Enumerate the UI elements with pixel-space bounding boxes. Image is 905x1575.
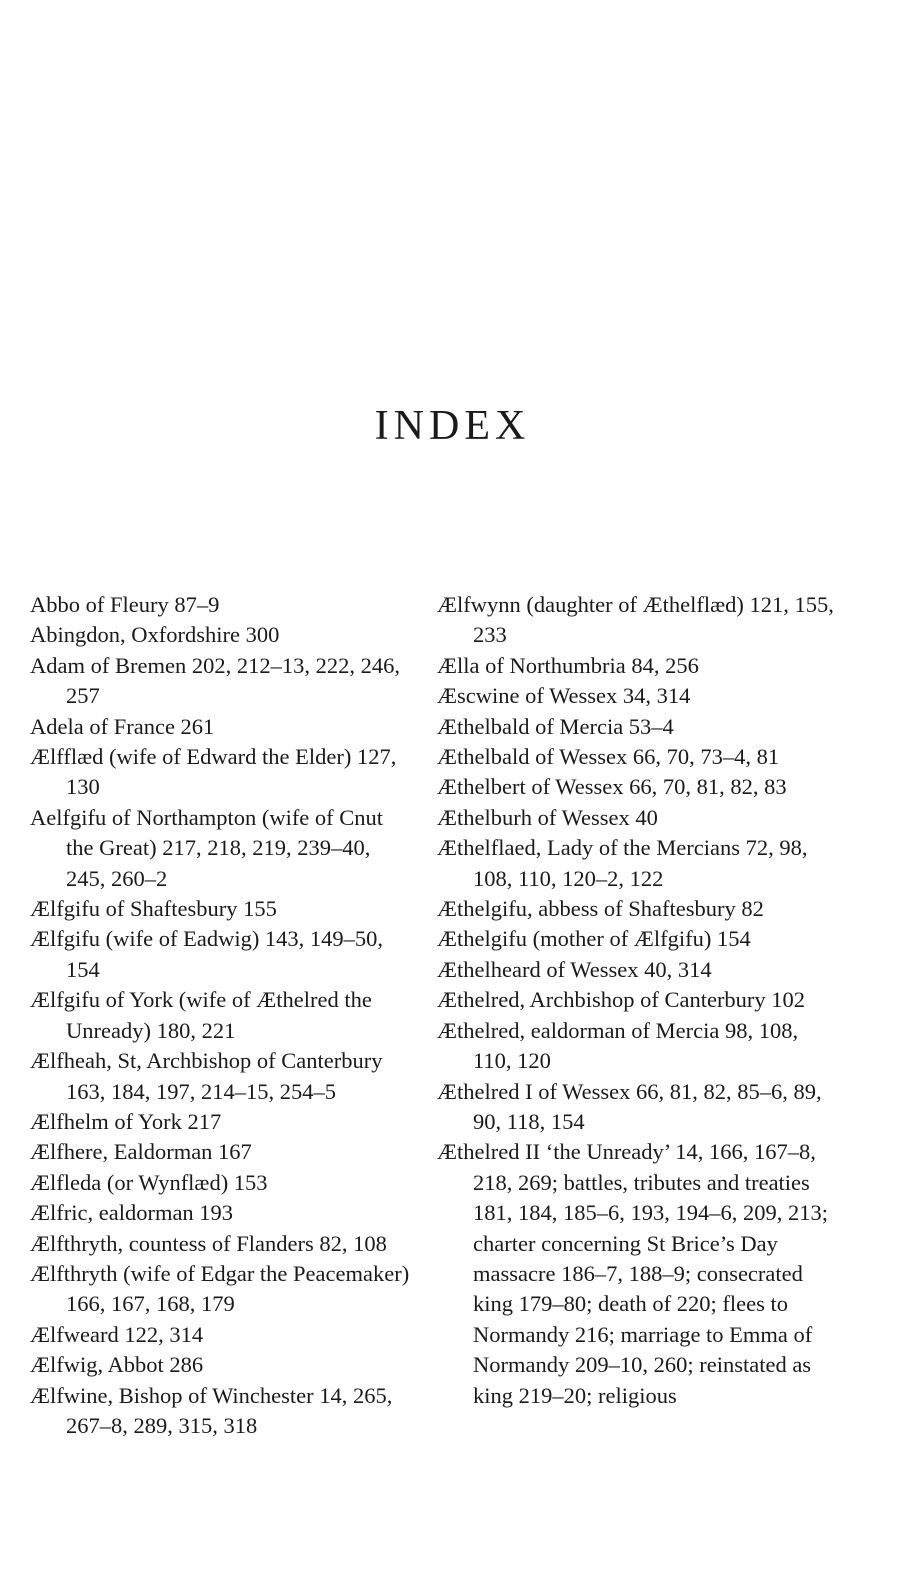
index-entry: Ælfthryth (wife of Edgar the Peacemaker) 166, 167, 168, 179 [30, 1260, 410, 1317]
index-entry: Ælfwine, Bishop of Winchester 14, 265, 267–8, 289, 315, 318 [30, 1382, 393, 1438]
index-entry: Ælfflæd (wife of Edward the Elder) 127, 130 [30, 744, 397, 800]
index-entry: Ælfwig, Abbot 286 [30, 1352, 204, 1378]
index-entry: Adam of Bremen 202, 212–13, 222, 246, 257 [30, 652, 400, 709]
index-entry: Æthelred I of Wessex 66, 81, 82, 85–6, 89, 90, 118, 154 [437, 1078, 822, 1134]
index-entry: Æthelbert of Wessex 66, 70, 81, 82, 83 [437, 774, 787, 800]
index-entry: Æthelbald of Mercia 53–4 [437, 713, 674, 739]
index-entry: Æscwine of Wessex 34, 314 [437, 683, 691, 709]
index-entry: Abingdon, Oxfordshire 300 [30, 622, 280, 648]
index-entry: Ælfweard 122, 314 [30, 1321, 204, 1347]
index-entry: Ælfhere, Ealdorman 167 [30, 1139, 252, 1165]
index-entry: Ælfheah, St, Archbishop of Canterbury 163, 184, 197, 214–15, 254–5 [30, 1048, 383, 1104]
index-entry: Aelfgifu of Northampton (wife of Cnut the Great) 217, 218, 219, 239–40, 245, 260–2 [30, 804, 384, 891]
index-entry: Abbo of Fleury 87–9 [30, 592, 220, 617]
index-entry: Ælfhelm of York 217 [30, 1108, 222, 1134]
index-entry: Æthelred, Archbishop of Canterbury 102 [437, 987, 806, 1013]
index-entry: Æthelred, ealdorman of Mercia 98, 108, 110, 120 [437, 1017, 799, 1074]
index-entry: Ælla of Northumbria 84, 256 [437, 652, 699, 678]
page-title: INDEX [374, 403, 531, 449]
index-entry: Æthelburh of Wessex 40 [437, 804, 658, 830]
index-entry: Ælfthryth, countess of Flanders 82, 108 [30, 1230, 387, 1256]
index-entry: Ælfric, ealdorman 193 [30, 1200, 234, 1226]
index-entry: Æthelflaed, Lady of the Mercians 72, 98, 108, 110, 120–2, 122 [437, 835, 808, 891]
index-entry: Æthelgifu (mother of Ælfgifu) 154 [437, 926, 751, 952]
index-entry: Æthelheard of Wessex 40, 314 [437, 956, 712, 982]
index-entry: Ælfleda (or Wynflæd) 153 [30, 1169, 268, 1195]
index-entry: Æthelbald of Wessex 66, 70, 73–4, 81 [437, 744, 780, 770]
index-entry: Ælfgifu of York (wife of Æthelred the Unready) 180, 221 [30, 987, 372, 1043]
index-column-right [437, 590, 837, 1411]
index-column-left [30, 590, 415, 1441]
index-entry: Æthelred II ‘the Unready’ 14, 166, 167–8, 218, 269; battles, tributes and treaties 181, 184, 185–6, 193, 194–6, 209, 213; charter concerning St Brice’s Day massacre 186–7, 188–9; consecrated king 179–80; death of 220; flees to Normandy 216; marriage to Emma of Normandy 209–10, 260; reinstated as king 219–20; religious [437, 1139, 829, 1408]
index-entry: Ælfgifu of Shaftesbury 155 [30, 896, 277, 922]
index-entry: Adela of France 261 [30, 713, 215, 739]
index-entry: Ælfwynn (daughter of Æthelflæd) 121, 155, 233 [437, 592, 834, 648]
index-entry: Æthelgifu, abbess of Shaftesbury 82 [437, 896, 764, 922]
index-entry: Ælfgifu (wife of Eadwig) 143, 149–50, 154 [30, 926, 384, 982]
